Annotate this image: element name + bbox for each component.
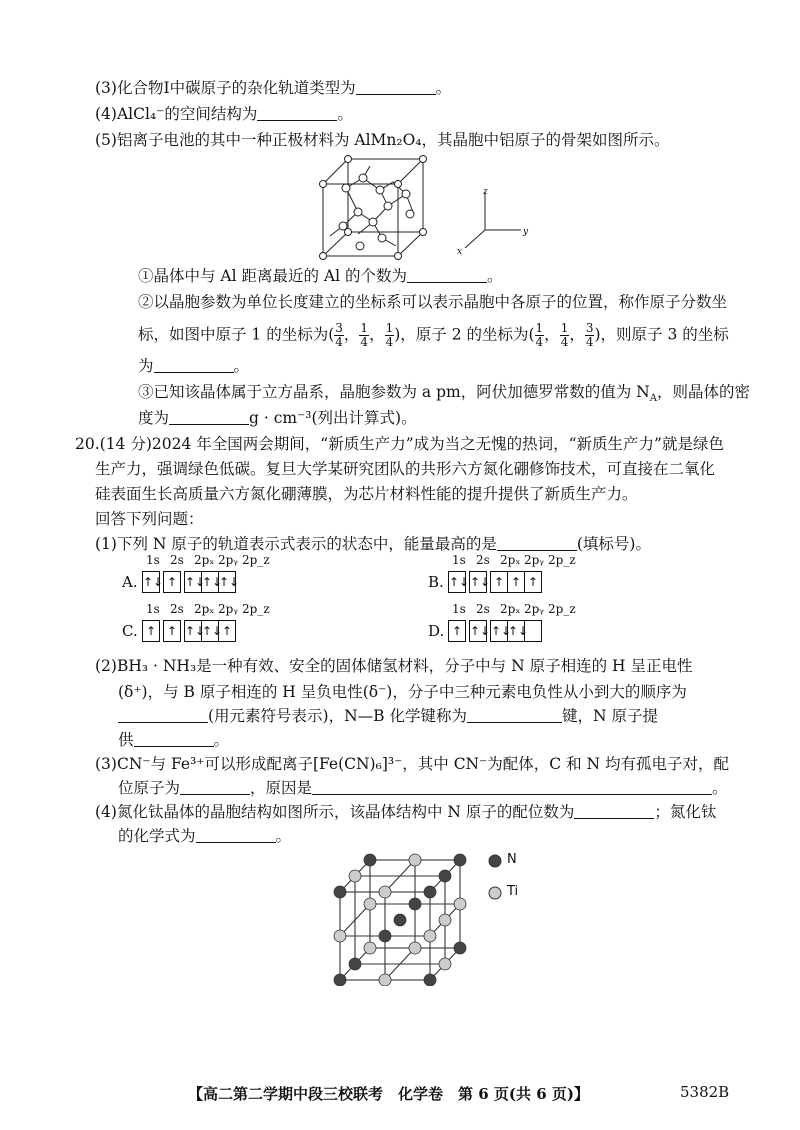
exam-code: 5382B <box>680 1083 730 1101</box>
frac: $\frac{1}{4}$ <box>385 321 394 349</box>
answer-blank[interactable] <box>312 778 712 795</box>
frac: $\frac{3}{4}$ <box>335 321 343 349</box>
q20-part3-line1: (3)CN⁻与 Fe³⁺可以形成配离子[Fe(CN)₆]³⁻，其中 CN⁻为配体，C 和 N 均有孤电子对，配 <box>95 755 729 773</box>
legend-n-marker <box>487 853 503 869</box>
q20-part2-line2: (δ⁺)，与 B 原子相连的 H 呈负电性(δ⁻)，分子中三种元素电负性从小到大的顺序为 <box>118 683 687 701</box>
q20-part2-line4: 供 。 <box>118 731 230 749</box>
coordinate-axes-figure <box>455 186 535 258</box>
q19-sub2-line1: ②以晶胞参数为单位长度建立的坐标系可以表示晶胞中各原子的位置，称作原子分数坐 <box>138 293 728 311</box>
q20-intro-line1: 20.(14 分)2024 年全国两会期间，“新质生产力”成为当之无愧的热词，“新质生产力”就是绿色 <box>75 435 724 453</box>
answer-blank[interactable] <box>257 104 337 121</box>
orbital-option-c[interactable]: C. 1s 2s 2pₓ 2pᵧ 2p_z ↑ ↑ ↑↓ ↑↓ ↑ <box>122 602 270 640</box>
orbital-box: ↑↓ <box>218 571 236 593</box>
q19-sub3-line2: 度为 g · cm⁻³(列出计算式)。 <box>138 409 417 427</box>
orbital-box: ↑↓ <box>490 620 508 642</box>
q20-part2-line3: (用元素符号表示)，N—B 化学键称为 键，N 原子提 <box>118 706 658 726</box>
answer-blank[interactable] <box>134 730 214 747</box>
orbital-option-b[interactable]: B. 1s 2s 2pₓ 2pᵧ 2p_z ↑↓ ↑↓ ↑ ↑ ↑ <box>428 553 576 591</box>
option-label: C. <box>122 622 138 640</box>
orbital-box: ↑↓ <box>142 571 160 593</box>
orbital-box: ↑ <box>163 571 181 593</box>
q20-part4-line1: (4)氮化钛晶体的晶胞结构如图所示，该晶体结构中 N 原子的配位数为 ；氮化钛 <box>95 803 717 821</box>
q19-part4: (4)AlCl₄⁻的空间结构为 。 <box>95 105 353 123</box>
q19-sub2-line2: 标，如图中原子 1 的坐标为( $\frac{3}{4}$ ， $\frac{1}{4}$ ， $\frac{1}{4}$ )，原子 2 的坐标为( $\frac{1}{4}$ ， $\frac{1}{4}$ ， $\frac{3}{4}$ )，则原子 3 的坐标 <box>138 321 729 349</box>
option-label: D. <box>428 622 445 640</box>
orbital-box: ↑ <box>490 571 508 593</box>
q20-part1: (1)下列 N 原子的轨道表示式表示的状态中，能量最高的是 (填标号)。 <box>95 535 651 553</box>
orbital-box: ↑↓ <box>469 571 487 593</box>
q20-part4-line2: 的化学式为 。 <box>118 827 292 845</box>
answer-blank[interactable] <box>196 826 276 843</box>
q19-sub1: ①晶体中与 Al 距离最近的 Al 的个数为 。 <box>138 267 503 285</box>
legend-ti-marker <box>487 885 503 901</box>
orbital-box: ↑ <box>448 620 466 642</box>
answer-blank[interactable] <box>118 706 208 723</box>
orbital-option-a[interactable]: A. 1s 2s 2pₓ 2pᵧ 2p_z ↑↓ ↑ ↑↓ ↑↓ ↑↓ <box>122 553 270 591</box>
orbital-box: ↑ <box>507 571 525 593</box>
orbital-box: ↑↓ <box>184 620 202 642</box>
al-skeleton-cell-figure <box>318 154 430 264</box>
frac: $\frac{3}{4}$ <box>585 321 594 349</box>
answer-blank[interactable] <box>574 802 654 819</box>
q20-answer-prompt: 回答下列问题： <box>95 510 204 528</box>
option-label: B. <box>428 573 444 591</box>
q20-intro-line2: 生产力，强调绿色低碳。复旦大学某研究团队的共形六方氮化硼修饰技术，可直接在二氧化 <box>95 460 716 478</box>
q20-part2-line1: (2)BH₃ · NH₃是一种有效、安全的固体储氢材料，分子中与 N 原子相连的 H 呈正电性 <box>95 657 693 675</box>
option-label: A. <box>122 573 138 591</box>
orbital-box: ↑ <box>163 620 181 642</box>
answer-blank[interactable] <box>154 356 234 373</box>
q20-part3-line2: 位原子为 ，原因是 。 <box>118 779 728 797</box>
orbital-box: ↑↓ <box>507 620 525 642</box>
orbital-box: ↑↓ <box>201 571 219 593</box>
frac: $\frac{1}{4}$ <box>535 321 544 349</box>
orbital-box: ↑↓ <box>184 571 202 593</box>
orbital-box <box>524 620 542 642</box>
axis-label-z: z <box>483 187 488 197</box>
orbital-box: ↑ <box>218 620 236 642</box>
orbital-box: ↑↓ <box>448 571 466 593</box>
legend-n-label: N <box>507 852 517 867</box>
orbital-box: ↑ <box>524 571 542 593</box>
orbital-option-d[interactable]: D. 1s 2s 2pₓ 2pᵧ 2p_z ↑ ↑↓ ↑↓ ↑↓ <box>428 602 576 640</box>
frac: $\frac{1}{4}$ <box>360 321 369 349</box>
legend-ti-label: Ti <box>507 884 519 899</box>
q20-intro-line3: 硅表面生长高质量六方氮化硼薄膜，为芯片材料性能的提升提供了新质生产力。 <box>95 485 638 503</box>
q19-part3: (3)化合物Ⅰ中碳原子的杂化轨道类型为 。 <box>95 79 452 97</box>
orbital-box: ↑↓ <box>201 620 219 642</box>
q19-sub2-line3: 为 。 <box>138 357 250 375</box>
orbital-box: ↑ <box>142 620 160 642</box>
orbital-box: ↑↓ <box>469 620 487 642</box>
answer-blank[interactable] <box>180 778 250 795</box>
page-footer: 【高二第二学期中段三校联考 化学卷 第 6 页(共 6 页)】 <box>188 1085 589 1103</box>
answer-blank[interactable] <box>407 266 487 283</box>
answer-blank[interactable] <box>497 534 577 551</box>
q19-sub3-line1: ③已知该晶体属于立方晶系，晶胞参数为 a pm，阿伏加德罗常数的值为 $N_A$，则晶体的密 <box>138 383 750 405</box>
answer-blank[interactable] <box>467 706 562 723</box>
answer-blank[interactable] <box>356 78 436 95</box>
answer-blank[interactable] <box>169 408 249 425</box>
titanium-nitride-cell-figure <box>326 848 476 986</box>
frac: $\frac{1}{4}$ <box>560 321 569 349</box>
axis-label-x: x <box>457 247 463 257</box>
q19-part5: (5)铝离子电池的其中一种正极材料为 AlMn₂O₄，其晶胞中铝原子的骨架如图所示。 <box>95 131 670 149</box>
axis-label-y: y <box>523 227 529 237</box>
